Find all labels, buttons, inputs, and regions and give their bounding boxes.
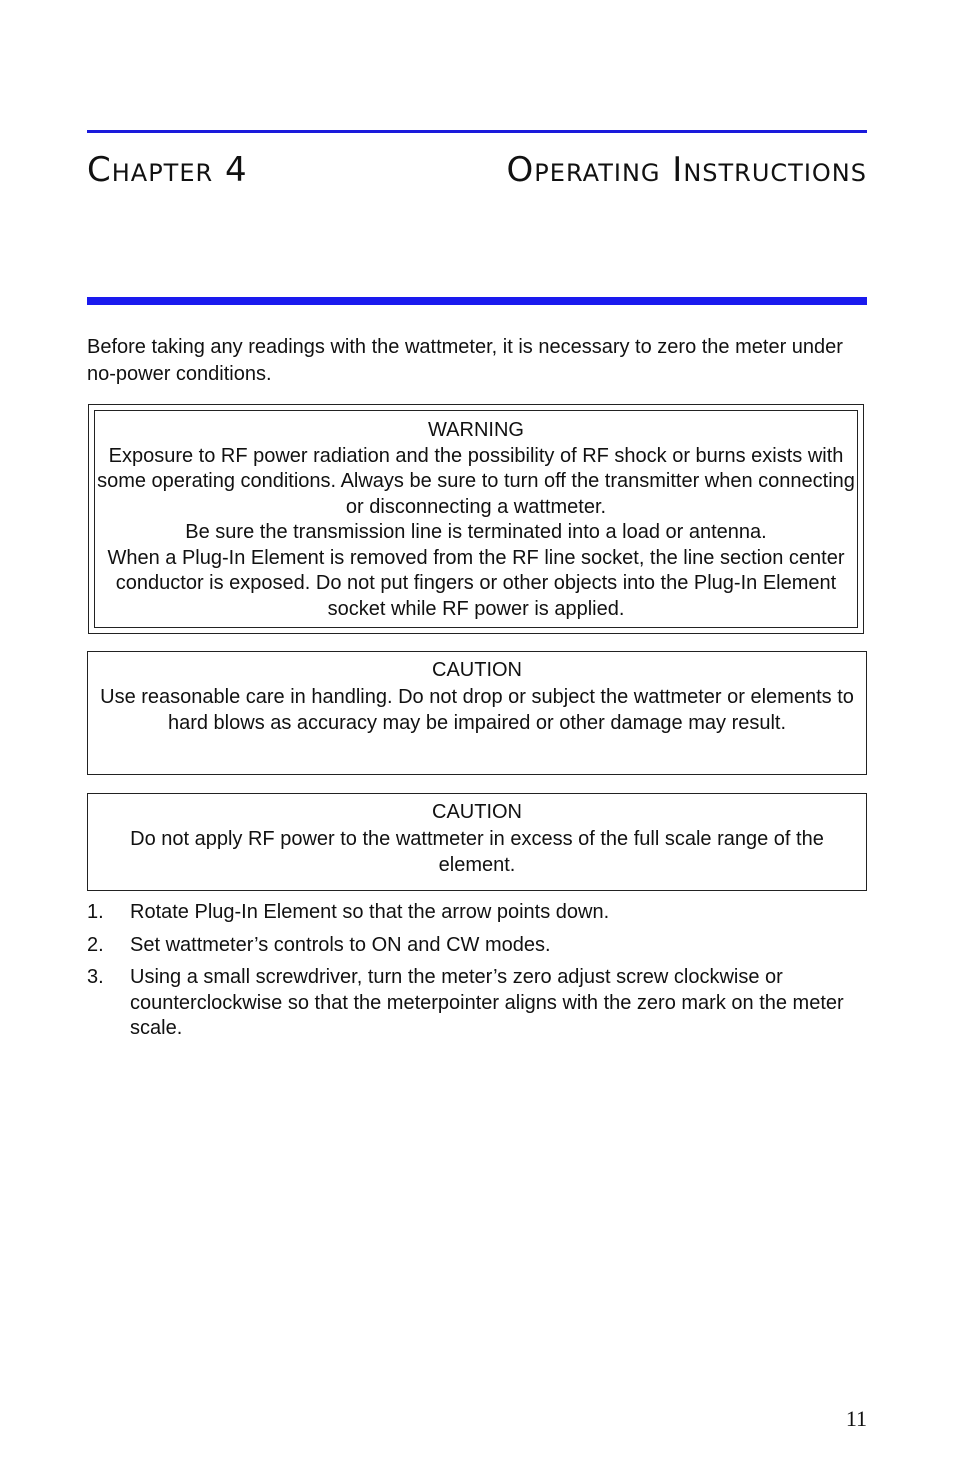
warning-text-2: Be sure the transmission line is terminated into a load or antenna. bbox=[185, 521, 767, 543]
page-number: 11 bbox=[845, 1406, 867, 1431]
step-number: 1. bbox=[87, 901, 104, 923]
chapter-number: Chapter 4 bbox=[87, 150, 248, 190]
warning-text-3: When a Plug-In Element is removed from the RF line socket, the line section center conductor is exposed. Do not put fingers or other objects into the Plug-In Element socket while RF power is applied. bbox=[107, 546, 845, 620]
step-number: 3. bbox=[87, 966, 104, 988]
caution-text: Do not apply RF power to the wattmeter in excess of the full scale range of the element. bbox=[130, 827, 824, 876]
warning-heading: WARNING bbox=[428, 419, 524, 441]
step-text: Set wattmeter’s controls to ON and CW modes. bbox=[130, 933, 551, 956]
chapter-title: Operating Instructions bbox=[506, 150, 867, 190]
caution-text: Use reasonable care in handling. Do not drop or subject the wattmeter or elements to hard blows as accuracy may be impaired or other damage may result. bbox=[100, 685, 854, 734]
step-text: Rotate Plug-In Element so that the arrow points down. bbox=[130, 901, 610, 923]
intro-paragraph: Before taking any readings with the wattmeter, it is necessary to zero the meter under no-power conditions. bbox=[87, 336, 843, 385]
warning-box bbox=[88, 404, 864, 634]
chapter-header bbox=[87, 150, 867, 200]
caution-heading: CAUTION bbox=[432, 801, 522, 823]
warning-text-1: Exposure to RF power radiation and the possibility of RF shock or burns exists with some operating conditions. Always be sure to turn off the transmitter when connecting or disconnecting a wattmeter. bbox=[97, 444, 855, 518]
top-rule bbox=[87, 130, 867, 133]
list-item bbox=[87, 965, 872, 1042]
caution-heading: CAUTION bbox=[432, 659, 522, 681]
caution-box-power bbox=[87, 793, 867, 891]
step-text: Using a small screwdriver, turn the meter’s zero adjust screw clockwise or counterclockwise so that the meterpointer aligns with the zero mark on the meter scale. bbox=[130, 966, 844, 1039]
section-rule bbox=[87, 297, 867, 305]
caution-box-handling bbox=[87, 651, 867, 775]
list-item bbox=[87, 933, 872, 959]
warning-box-inner bbox=[94, 410, 858, 628]
step-number: 2. bbox=[87, 933, 104, 956]
list-item bbox=[87, 900, 872, 926]
procedure-steps bbox=[87, 900, 872, 1049]
